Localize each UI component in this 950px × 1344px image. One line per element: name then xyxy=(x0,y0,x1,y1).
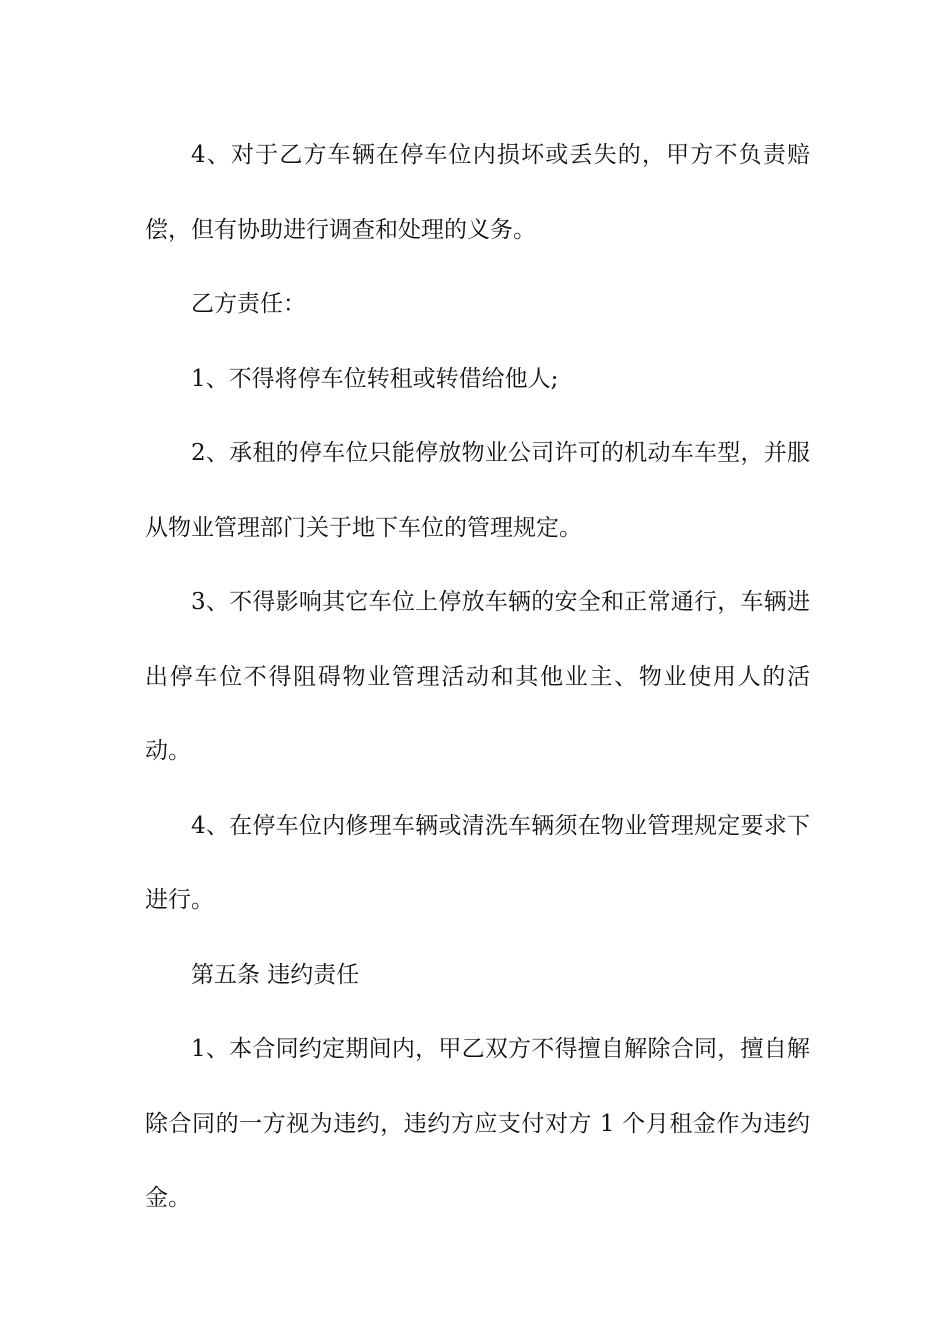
heading-article-5-breach-liability: 第五条 违约责任 xyxy=(191,961,360,988)
paragraph-party-b-item-1: 1、不得将停车位转租或转借给他人; xyxy=(191,365,559,392)
heading-party-b-responsibilities: 乙方责任： xyxy=(191,291,306,317)
paragraph-party-a-liability-4: 4、对于乙方车辆在停车位内损坏或丢失的，甲方不负责赔偿，但有协助进行调查和处理的义务。 xyxy=(145,142,810,243)
paragraph-breach-item-1: 1、本合同约定期间内，甲乙双方不得擅自解除合同，擅自解除合同的一方视为违约，违约方应支付对方 1 个月租金作为违约金。 xyxy=(145,1036,810,1211)
paragraph-party-b-item-3: 3、不得影响其它车位上停放车辆的安全和正常通行，车辆进出停车位不得阻碍物业管理活动和其他业主、物业使用人的活动。 xyxy=(145,589,810,764)
document-body xyxy=(145,118,810,1236)
paragraph-party-b-item-2: 2、承租的停车位只能停放物业公司许可的机动车车型，并服从物业管理部门关于地下车位的管理规定。 xyxy=(145,440,810,541)
paragraph-party-b-item-4: 4、在停车位内修理车辆或清洗车辆须在物业管理规定要求下进行。 xyxy=(145,812,810,913)
